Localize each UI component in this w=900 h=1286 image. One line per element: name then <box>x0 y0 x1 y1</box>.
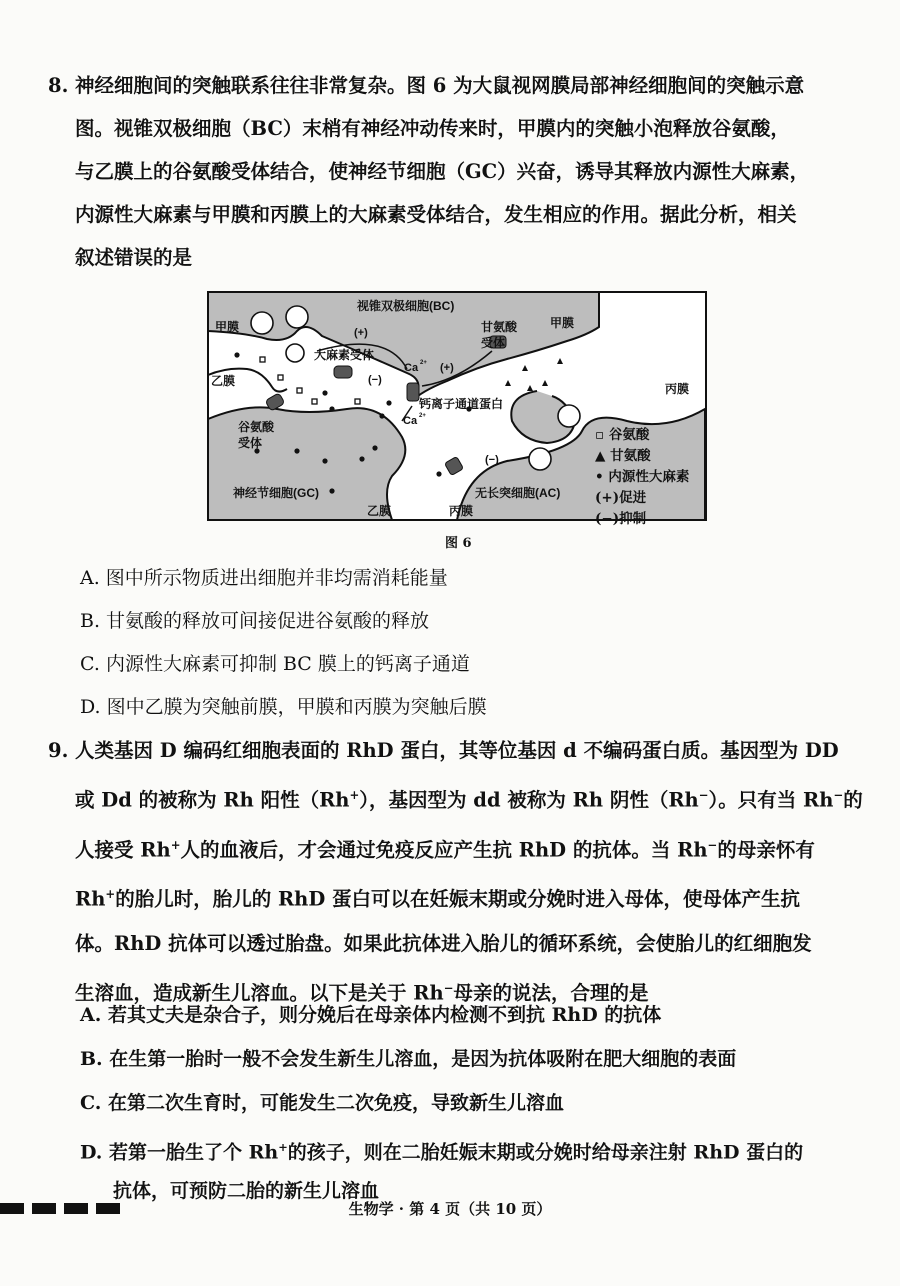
stem-line: 神经细胞间的突触联系往往非常复杂。图 6 为大鼠视网膜局部神经细胞间的突触示意 <box>75 74 805 97</box>
label-glu-receptor: 受体 <box>238 436 263 450</box>
page-number: 生物学 · 第 4 页（共 10 页） <box>348 1200 552 1218</box>
q9-option-b: B. 在生第一胎时一般不会发生新生儿溶血，是因为抗体吸附在肥大细胞的表面 <box>80 1048 737 1070</box>
stem-line: 内源性大麻素与甲膜和丙膜上的大麻素受体结合，发生相应的作用。据此分析，相关 <box>75 203 797 226</box>
label-gly-receptor: 受体 <box>481 336 506 350</box>
label-yi-bottom: 乙膜 <box>367 504 392 518</box>
question-number: 9. <box>48 739 69 762</box>
stem-line: 叙述错误的是 <box>75 246 193 269</box>
question-number: 8. <box>48 74 69 97</box>
label-gly-receptor: 甘氨酸 <box>481 320 518 334</box>
legend-item-inhibit: (−)抑制 <box>595 511 647 527</box>
stem-line: 与乙膜上的谷氨酸受体结合，使神经节细胞（GC）兴奋，诱导其释放内源性大麻素， <box>75 160 810 183</box>
label-gc: 神经节细胞(GC) <box>233 486 319 500</box>
stem-line: 人类基因 D 编码红细胞表面的 RhD 蛋白，其等位基因 d 不编码蛋白质。基因型为 DD <box>75 739 839 762</box>
question-9 <box>48 729 868 1015</box>
label-ca-sup: 2+ <box>420 360 427 366</box>
q9-option-d-cont: 抗体，可预防二胎的新生儿溶血 <box>113 1180 380 1202</box>
label-yi-left: 乙膜 <box>211 374 236 388</box>
label-cb-receptor: 大麻素受体 <box>314 348 375 362</box>
figure-caption: 图 6 <box>445 536 472 551</box>
q8-option-c: C. 内源性大麻素可抑制 BC 膜上的钙离子通道 <box>80 653 470 675</box>
stem-line: 生溶血，造成新生儿溶血。以下是关于 Rh−母亲的说法，合理的是 <box>75 980 649 1004</box>
label-glu-receptor: 谷氨酸 <box>238 420 275 434</box>
square-icon: ▫ <box>595 427 609 443</box>
label-jia-right: 甲膜 <box>550 316 575 330</box>
triangle-icon: ▲ <box>595 448 611 464</box>
legend-item-glu: ▫ 谷氨酸 <box>595 427 650 443</box>
label-bing-bottom: 丙膜 <box>449 504 474 518</box>
stem-line: 图。视锥双极细胞（BC）末梢有神经冲动传来时，甲膜内的突触小泡释放谷氨酸， <box>75 117 790 140</box>
label-jia-left: 甲膜 <box>215 320 240 334</box>
question-stem <box>75 64 868 279</box>
label-minus-2: (−) <box>485 454 499 466</box>
q9-option-a: A. 若其丈夫是杂合子，则分娩后在母亲体内检测不到抗 RhD 的抗体 <box>80 1004 662 1026</box>
figure-legend <box>595 425 689 530</box>
label-ca-channel: 钙离子通道蛋白 <box>419 397 504 411</box>
q8-option-d: D. 图中乙膜为突触前膜，甲膜和丙膜为突触后膜 <box>80 696 487 718</box>
stem-line: 人接受 Rh+人的血液后，才会通过免疫反应产生抗 RhD 的抗体。当 Rh−的母亲怀有 <box>75 837 815 861</box>
label-ca-sup: 2+ <box>419 413 426 419</box>
q9-option-c: C. 在第二次生育时，可能发生二次免疫，导致新生儿溶血 <box>80 1092 565 1114</box>
label-ca-1: Ca <box>404 362 419 374</box>
legend-item-promote: (+)促进 <box>595 490 647 506</box>
stem-line: 体。RhD 抗体可以透过胎盘。如果此抗体进入胎儿的循环系统，会使胎儿的红细胞发 <box>75 931 812 955</box>
label-plus-2: (+) <box>440 362 454 374</box>
label-bing-right: 丙膜 <box>665 382 690 396</box>
stem-line: 或 Dd 的被称为 Rh 阳性（Rh+），基因型为 dd 被称为 Rh 阴性（Rh−）。只有当 Rh−的 <box>75 788 863 812</box>
legend-item-gly: ▲ 甘氨酸 <box>595 448 651 464</box>
legend-item-ecb: • 内源性大麻素 <box>595 469 690 485</box>
question-8 <box>48 64 868 279</box>
label-bc: 视锥双极细胞(BC) <box>357 299 455 313</box>
label-ac: 无长突细胞(AC) <box>475 486 561 500</box>
label-minus-1: (−) <box>368 374 382 386</box>
dot-icon: • <box>595 469 609 485</box>
question-stem <box>75 729 868 1015</box>
label-plus-1: (+) <box>354 327 368 339</box>
label-ca-2: Ca <box>403 415 418 427</box>
q8-option-a: A. 图中所示物质进出细胞并非均需消耗能量 <box>80 567 448 589</box>
stem-line: Rh+的胎儿时，胎儿的 RhD 蛋白可以在妊娠末期或分娩时进入母体，使母体产生抗 <box>75 887 801 911</box>
q8-option-b: B. 甘氨酸的释放可间接促进谷氨酸的释放 <box>80 610 430 632</box>
q9-option-d: D. 若第一胎生了个 Rh+的孩子，则在二胎妊娠末期或分娩时给母亲注射 RhD 蛋白的 <box>80 1140 804 1164</box>
page-footer <box>0 1198 900 1219</box>
